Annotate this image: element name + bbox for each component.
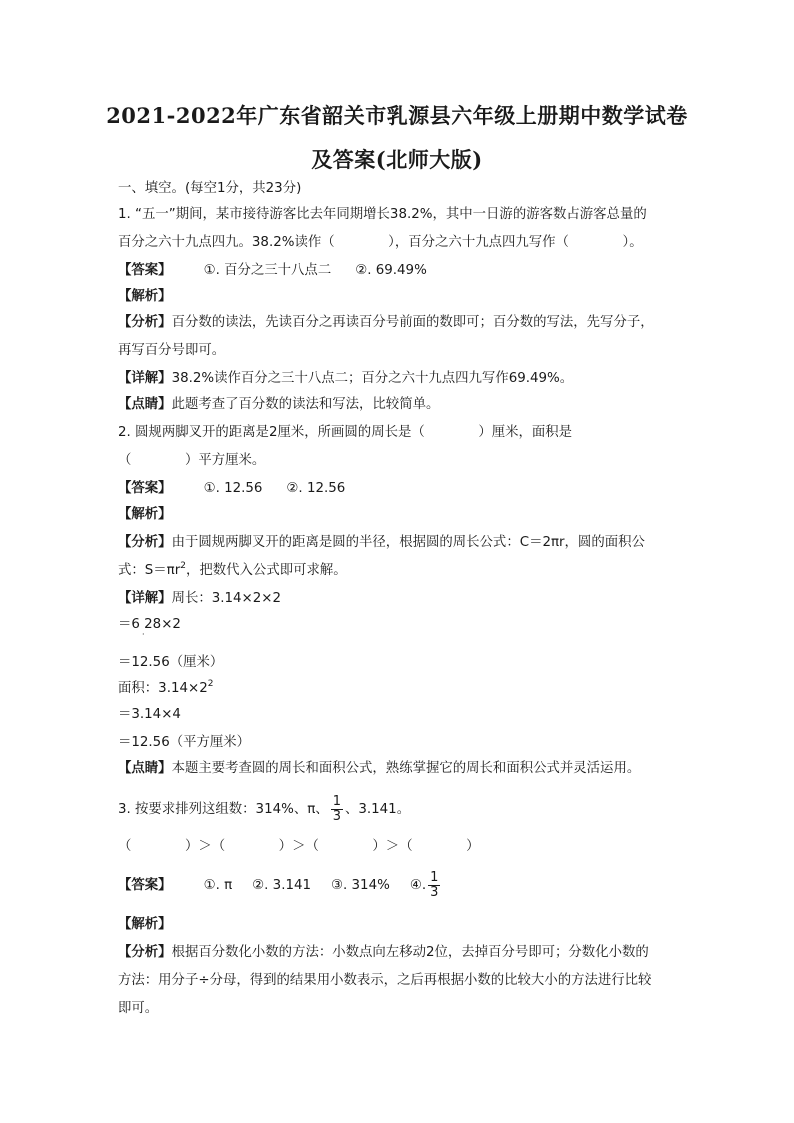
q1-text-line1: 1. “五一”期间，某市接待游客比去年同期增长38.2%，其中一日游的游客数占游客总量的 (118, 207, 647, 222)
q2-answer: 【答案】 ①. 12.56 ②. 12.56 (118, 481, 346, 496)
q2-calc-line5: ＝3.14×4 (118, 707, 181, 722)
q2-calc-line4: 面积：$3.14\times 2^2$ (118, 679, 214, 696)
q1-fenxi-line1: 【分析】百分数的读法，先读百分之再读百分号前面的数即可；百分数的写法，先写分子， (118, 315, 654, 330)
q3-answer: 【答案】 ①. π ②. 3.141 ③. 314% ④. $\frac{1}{3}$ (118, 869, 439, 900)
q3-fenxi-line3: 即可。 (118, 1001, 159, 1016)
stray-dot-mark: · (142, 630, 145, 639)
q2-calc-line6: ＝12.56（平方厘米） (118, 735, 251, 750)
q3-text-line1: 3. 按要求排列这组数：314%、π、 $\frac{1}{3}$ 、3.141。 (118, 793, 411, 824)
q2-calc-line3: ＝12.56（厘米） (118, 655, 224, 670)
q2-text-line1: 2. 圆规两脚叉开的距离是2厘米，所画圆的周长是（ ）厘米，面积是 (118, 425, 573, 440)
q2-fenxi-line2: 式：$S=\pi r^2$，把数代入公式即可求解。 (118, 561, 347, 578)
q1-text-line2: 百分之六十九点四九。38.2%读作（ ），百分之六十九点四九写作（ ）。 (118, 235, 643, 250)
document-title-line2: 及答案(北师大版) (311, 147, 483, 172)
analysis-label: 【解析】 (118, 507, 172, 522)
q1-fenxi-line2: 再写百分号即可。 (118, 343, 226, 358)
fraction-one-third: $\frac{1}{3}$ (430, 869, 439, 900)
document-title-line1: 2021-2022年广东省韶关市乳源县六年级上册期中数学试卷 (106, 103, 688, 128)
q1-xiangjie: 【详解】38.2%读作百分之三十八点二；百分之六十九点四九写作69.49%。 (118, 371, 574, 386)
section-heading: 一、填空。(每空1分，共23分) (118, 181, 302, 196)
q3-answer-4: ④. (409, 878, 427, 893)
q3-fenxi-line2: 方法：用分子÷分母，得到的结果用小数表示，之后再根据小数的比较大小的方法进行比较 (118, 973, 652, 988)
fraction-one-third: $\frac{1}{3}$ (332, 793, 341, 824)
q1-dianjing: 【点睛】此题考查了百分数的读法和写法，比较简单。 (118, 397, 440, 412)
q2-fenxi-line1: 【分析】由于圆规两脚叉开的距离是圆的半径，根据圆的周长公式：C＝2πr，圆的面积公 (118, 535, 645, 550)
q3-blanks: （ ）＞（ ）＞（ ）＞（ ） (118, 839, 480, 854)
analysis-label: 【解析】 (118, 917, 172, 932)
q2-answer-1: ①. 12.56 (203, 481, 263, 496)
q2-xiangjie: 【详解】周长：3.14×2×2 (118, 591, 282, 606)
q2-calc-line2: ＝6 28×2 (118, 617, 181, 632)
q2-answer-2: ②. 12.56 (286, 481, 346, 496)
q1-answer (118, 262, 427, 280)
q3-answer-2: ②. 3.141 (252, 878, 312, 893)
q2-dianjing: 【点睛】本题主要考查圆的周长和面积公式，熟练掌握它的周长和面积公式并灵活运用。 (118, 761, 641, 776)
analysis-label: 【解析】 (118, 289, 172, 304)
q3-answer-3: ③. 314% (331, 878, 390, 893)
q3-fenxi-line1: 【分析】根据百分数化小数的方法：小数点向左移动2位，去掉百分号即可；分数化小数的 (118, 945, 649, 960)
q1-answer-2: ②. 69.49% (355, 263, 427, 278)
q2-text-line2: （ ）平方厘米。 (118, 453, 266, 468)
q1-answer-1: ①. 百分之三十八点二 (203, 263, 332, 278)
answer-label: 【答案】 (118, 263, 172, 278)
q3-answer-1: ①. π (203, 878, 233, 893)
